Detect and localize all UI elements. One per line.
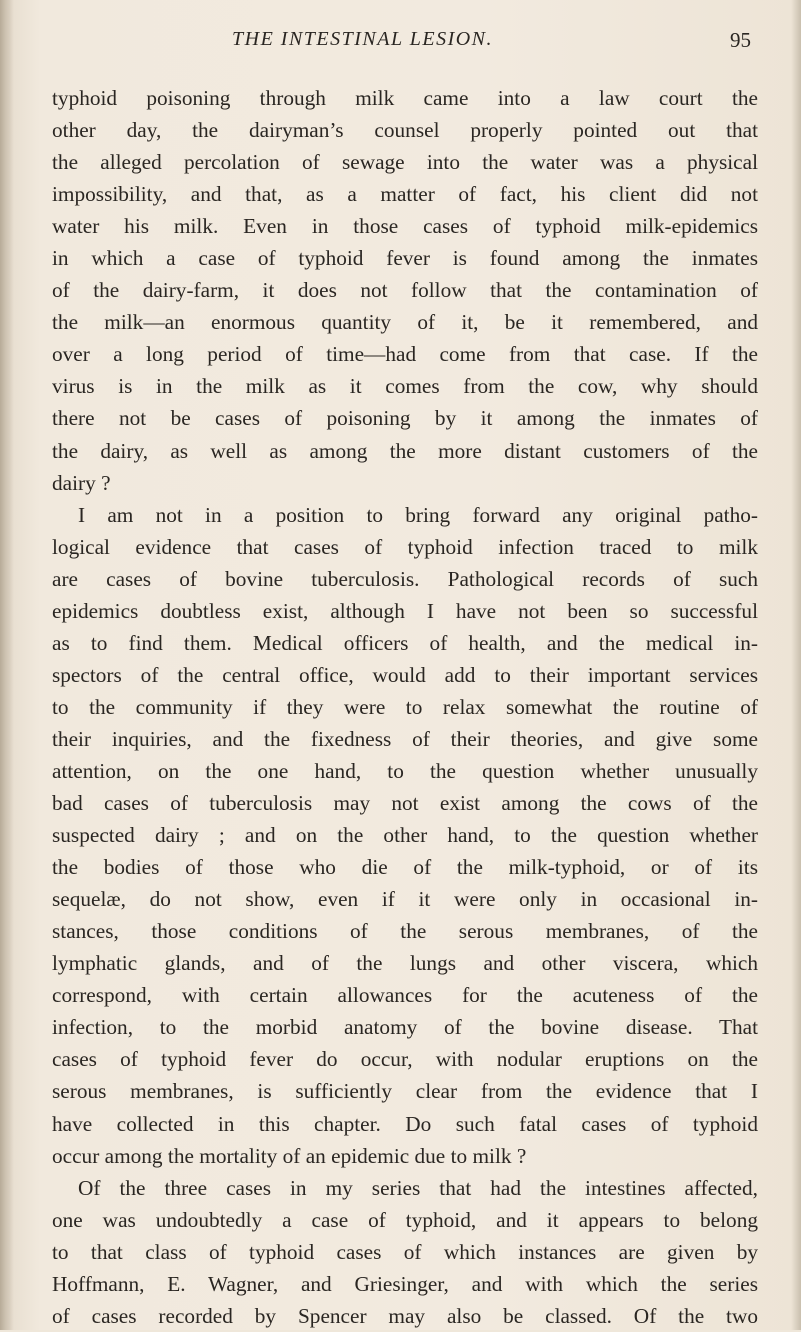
text-line: of cases recorded by Spencer may also be classed. Of the two (52, 1303, 758, 1328)
page-number: 95 (730, 28, 751, 52)
text-line: water his milk. Even in those cases of typhoid milk-epidemics (52, 214, 758, 239)
text-line: as to find them. Medical officers of health, and the medical in- (52, 630, 758, 655)
text-line: the milk—an enormous quantity of it, be it remembered, and (52, 310, 758, 335)
text-line: their inquiries, and the fixedness of their theories, and give some (52, 726, 758, 751)
text-line: suspected dairy ; and on the other hand, to the question whether (52, 823, 758, 848)
text-line: over a long period of time—had come from that case. If the (52, 342, 758, 367)
page-header (0, 28, 801, 58)
text-line: are cases of bovine tuberculosis. Pathological records of such (52, 566, 758, 591)
text-line: virus is in the milk as it comes from the cow, why should (52, 374, 758, 399)
text-line: stances, those conditions of the serous membranes, of the (52, 919, 758, 944)
body-text (52, 82, 758, 1332)
text-line: other day, the dairyman’s counsel properly pointed out that (52, 118, 758, 143)
text-line: infection, to the morbid anatomy of the bovine disease. That (52, 1015, 758, 1040)
text-line: occur among the mortality of an epidemic due to milk ? (52, 1143, 527, 1168)
text-line: typhoid poisoning through milk came into a law court the (52, 86, 758, 110)
text-line: dairy ? (52, 470, 111, 495)
text-line: the bodies of those who die of the milk-typhoid, or of its (52, 855, 758, 880)
text-line: to that class of typhoid cases of which instances are given by (52, 1239, 758, 1264)
running-title: THE INTESTINAL LESION. (232, 28, 494, 50)
page-gutter-shadow (0, 0, 14, 1330)
text-line: Hoffmann, E. Wagner, and Griesinger, and with which the series (52, 1271, 758, 1296)
text-line: Of the three cases in my series that had the intestines affected, (78, 1175, 758, 1200)
text-line: in which a case of typhoid fever is found among the inmates (52, 246, 758, 271)
text-line: one was undoubtedly a case of typhoid, and it appears to belong (52, 1207, 758, 1232)
text-line: bad cases of tuberculosis may not exist among the cows of the (52, 791, 758, 816)
text-line: serous membranes, is sufficiently clear from the evidence that I (52, 1079, 758, 1104)
text-line: attention, on the one hand, to the question whether unusually (52, 758, 758, 783)
text-line: spectors of the central office, would add to their important services (52, 662, 758, 687)
text-line: logical evidence that cases of typhoid infection traced to milk (52, 534, 758, 559)
text-line: impossibility, and that, as a matter of fact, his client did not (52, 182, 758, 207)
text-line: of the dairy-farm, it does not follow that the contamination of (52, 278, 758, 303)
text-line: have collected in this chapter. Do such fatal cases of typhoid (52, 1111, 758, 1136)
text-line: epidemics doubtless exist, although I have not been so successful (52, 598, 758, 623)
page-edge-shadow (791, 0, 801, 1330)
text-line: there not be cases of poisoning by it among the inmates of (52, 406, 758, 431)
text-line: lymphatic glands, and of the lungs and other viscera, which (52, 951, 758, 976)
text-line: the dairy, as well as among the more distant customers of the (52, 438, 758, 463)
text-line: the alleged percolation of sewage into the water was a physical (52, 150, 758, 175)
text-line: to the community if they were to relax somewhat the routine of (52, 694, 758, 719)
text-line: I am not in a position to bring forward any original patho- (78, 502, 758, 527)
text-line: correspond, with certain allowances for the acuteness of the (52, 983, 758, 1008)
text-line: cases of typhoid fever do occur, with nodular eruptions on the (52, 1047, 758, 1072)
text-line: sequelæ, do not show, even if it were only in occasional in- (52, 887, 758, 912)
